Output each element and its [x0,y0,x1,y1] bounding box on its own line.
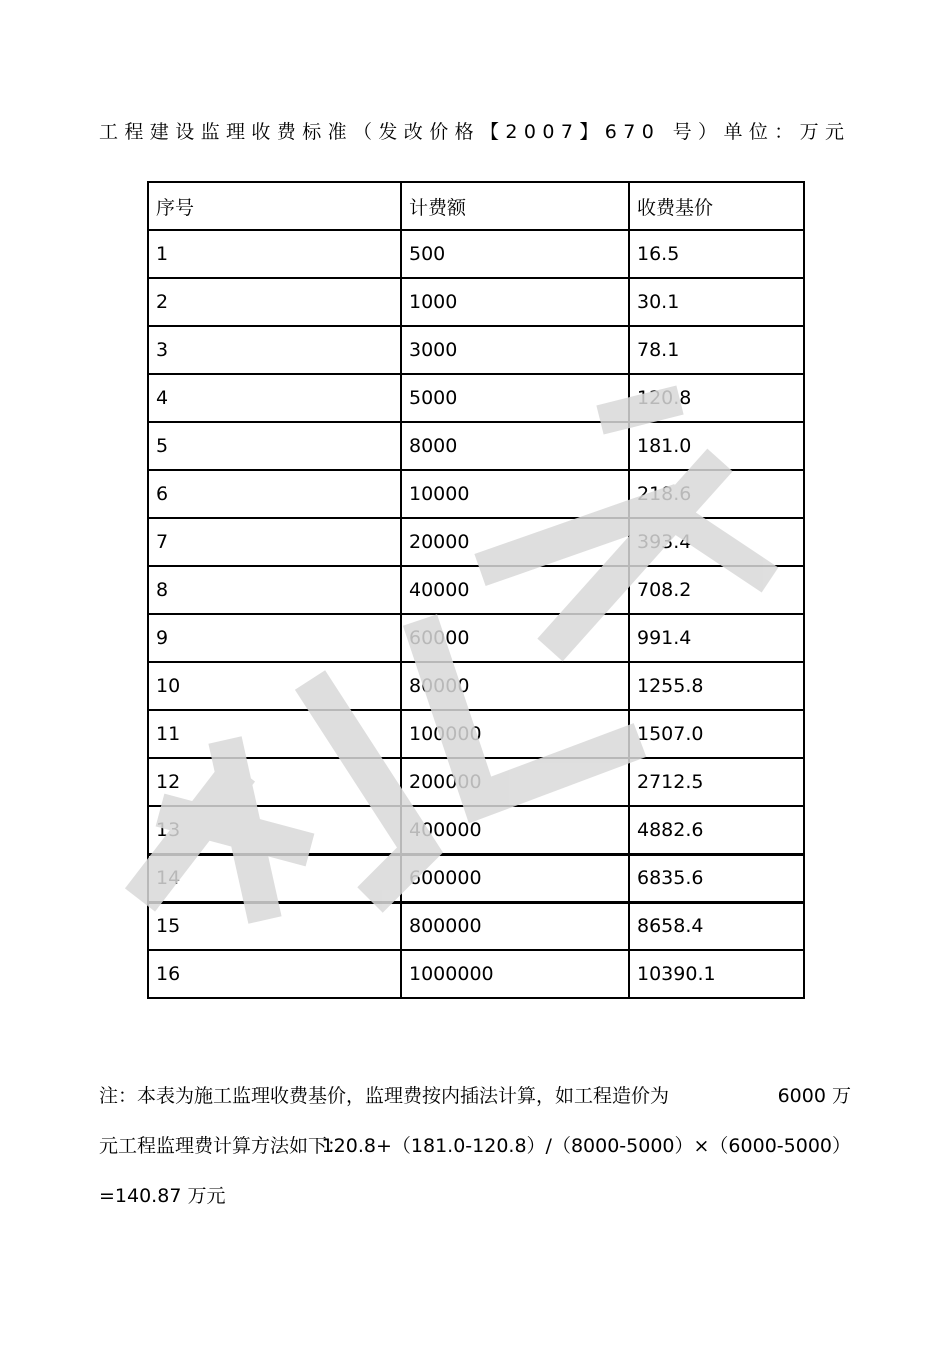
cell-index: 13 [148,806,401,854]
cell-fee-base: 500 [401,230,629,278]
cell-base-price: 16.5 [629,230,804,278]
cell-base-price: 30.1 [629,278,804,326]
table-row [148,614,804,662]
cell-fee-base: 800000 [401,902,629,950]
table-row [148,326,804,374]
cell-index: 3 [148,326,401,374]
note-result: =140.87 万元 [99,1185,226,1207]
cell-base-price: 1255.8 [629,662,804,710]
table-row [148,854,804,902]
cell-index: 6 [148,470,401,518]
note-line-2: 元工程监理费计算方法如下： [99,1135,347,1157]
cell-fee-base: 1000000 [401,950,629,998]
cell-base-price: 6835.6 [629,854,804,902]
cell-fee-base: 8000 [401,422,629,470]
note-line-1-value: 6000 万 [777,1085,851,1107]
table-row [148,566,804,614]
cell-index: 2 [148,278,401,326]
cell-base-price: 393.4 [629,518,804,566]
table-header-row [148,182,804,230]
cell-fee-base: 200000 [401,758,629,806]
table-row [148,758,804,806]
fee-table [147,181,805,999]
cell-base-price: 218.6 [629,470,804,518]
cell-index: 1 [148,230,401,278]
cell-index: 14 [148,854,401,902]
column-header-index: 序号 [148,182,401,230]
cell-fee-base: 5000 [401,374,629,422]
table-row [148,902,804,950]
table-row [148,278,804,326]
cell-index: 9 [148,614,401,662]
cell-fee-base: 1000 [401,278,629,326]
cell-fee-base: 40000 [401,566,629,614]
cell-fee-base: 20000 [401,518,629,566]
cell-base-price: 4882.6 [629,806,804,854]
page-title: 工程建设监理收费标准（发改价格【2007】670 号）单位：万元 [99,121,851,143]
cell-index: 16 [148,950,401,998]
cell-index: 10 [148,662,401,710]
table-row [148,230,804,278]
cell-base-price: 10390.1 [629,950,804,998]
note-line-1: 注：本表为施工监理收费基价，监理费按内插法计算，如工程造价为 [99,1085,670,1107]
cell-base-price: 991.4 [629,614,804,662]
cell-fee-base: 10000 [401,470,629,518]
column-header-fee-base: 计费额 [401,182,629,230]
cell-base-price: 708.2 [629,566,804,614]
table-row [148,422,804,470]
note-formula: 120.8+（181.0-120.8）/（8000-5000）×（6000-5000） [321,1135,851,1157]
cell-base-price: 8658.4 [629,902,804,950]
cell-fee-base: 80000 [401,662,629,710]
cell-index: 11 [148,710,401,758]
table-row [148,950,804,998]
column-header-base-price: 收费基价 [629,182,804,230]
cell-fee-base: 3000 [401,326,629,374]
table-row [148,710,804,758]
fee-table-body [148,182,804,998]
cell-base-price: 1507.0 [629,710,804,758]
cell-index: 7 [148,518,401,566]
table-row [148,662,804,710]
cell-base-price: 181.0 [629,422,804,470]
cell-base-price: 78.1 [629,326,804,374]
cell-fee-base: 600000 [401,854,629,902]
cell-index: 5 [148,422,401,470]
cell-fee-base: 60000 [401,614,629,662]
table-row [148,806,804,854]
cell-index: 8 [148,566,401,614]
table-row [148,470,804,518]
table-row [148,374,804,422]
cell-fee-base: 100000 [401,710,629,758]
cell-index: 4 [148,374,401,422]
cell-base-price: 120.8 [629,374,804,422]
cell-fee-base: 400000 [401,806,629,854]
cell-index: 12 [148,758,401,806]
table-row [148,518,804,566]
cell-index: 15 [148,902,401,950]
cell-base-price: 2712.5 [629,758,804,806]
